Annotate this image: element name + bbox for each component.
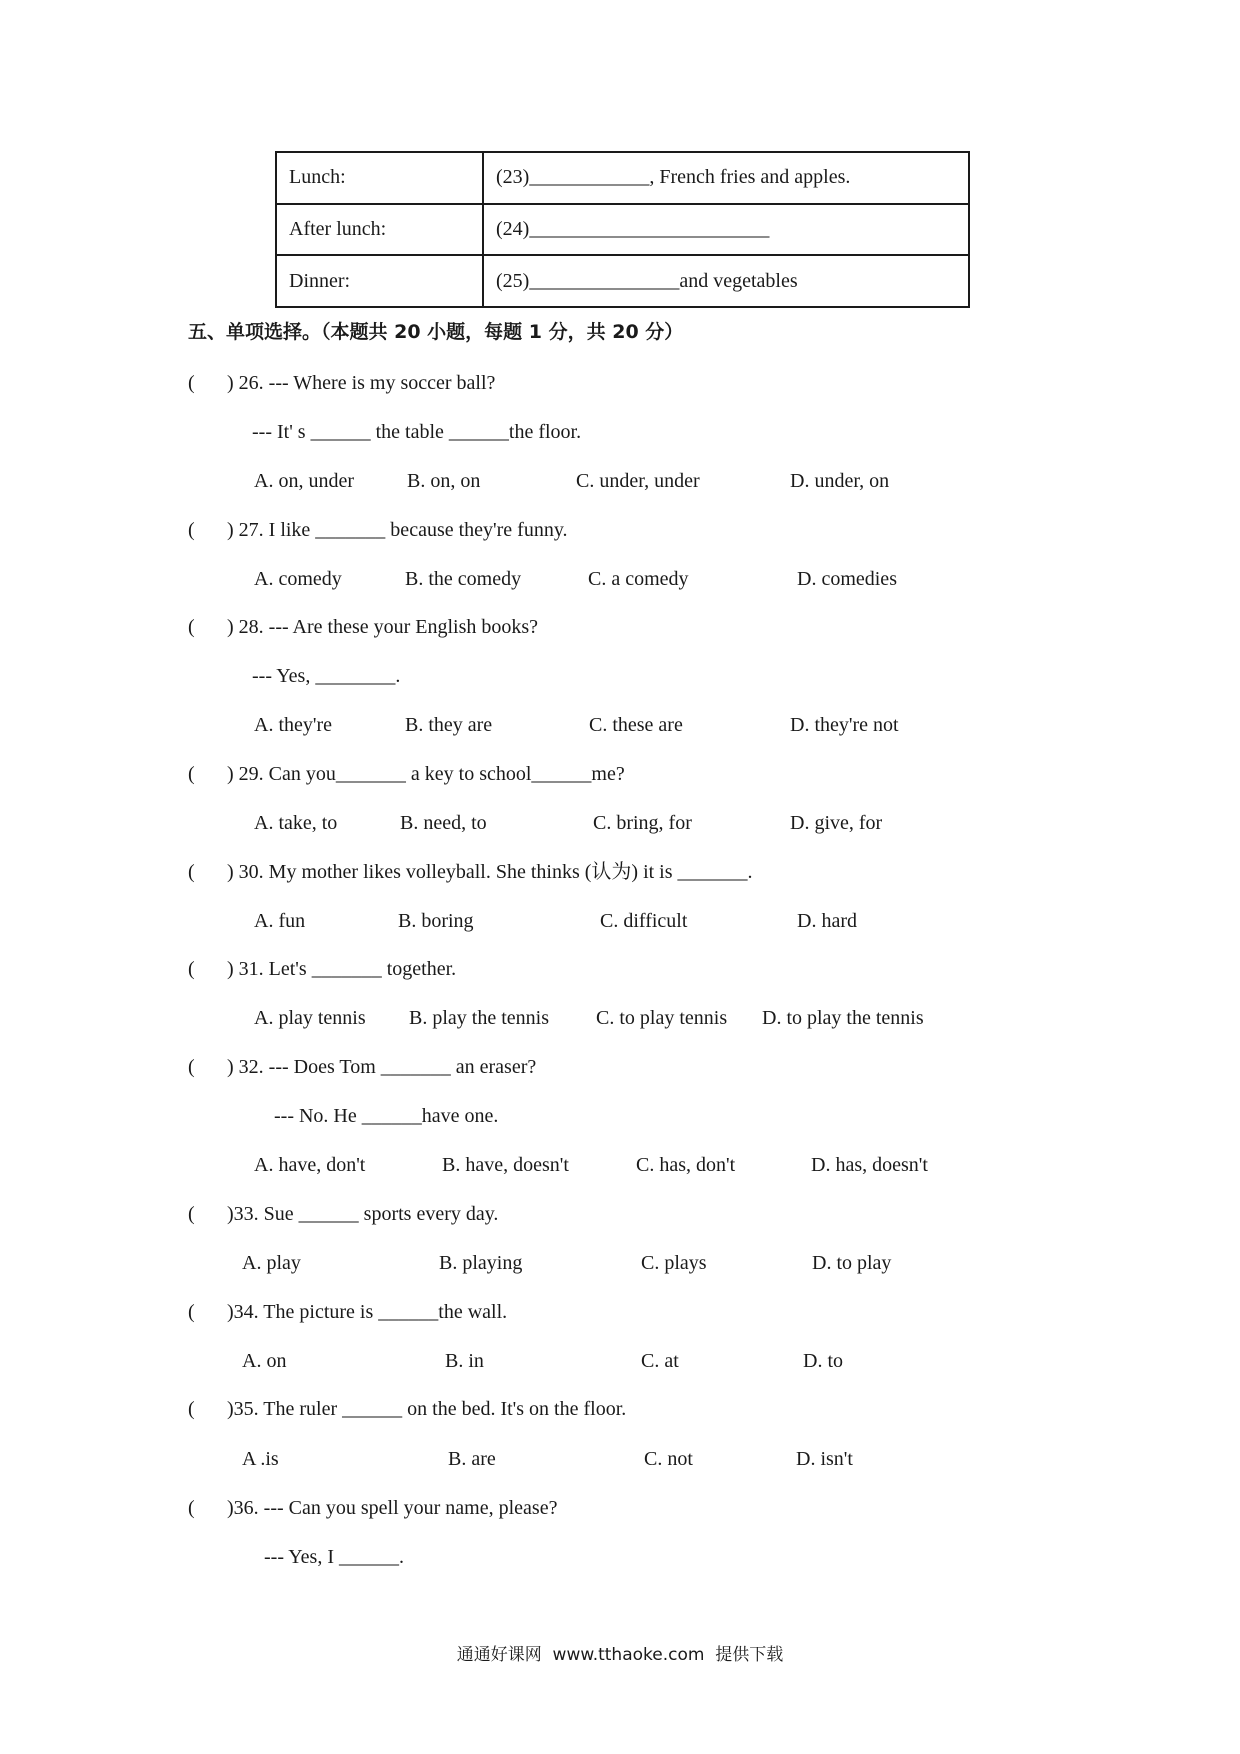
option-a: A. take, to	[254, 812, 338, 834]
question-paren: (	[188, 958, 195, 980]
option-b: B. have, doesn't	[442, 1154, 569, 1176]
option-d: D. they're not	[790, 714, 899, 736]
option-b: B. need, to	[400, 812, 487, 834]
footer-text[interactable]: 通通好课网 www.tthaoke.com 提供下载	[456, 1645, 784, 1665]
option-a: A. fun	[254, 910, 306, 932]
option-d: D. has, doesn't	[811, 1154, 928, 1176]
question-line2: --- No. He ______have one.	[274, 1105, 499, 1127]
question-stem: ) 31. Let's _______ together.	[227, 958, 457, 980]
option-d: D. to	[803, 1350, 843, 1372]
question-paren: (	[188, 1497, 195, 1519]
option-b: B. the comedy	[405, 568, 522, 590]
option-b: B. they are	[405, 714, 493, 736]
table-cell-value: (25)_______________and vegetables	[483, 255, 969, 307]
question-line2: --- Yes, ________.	[252, 665, 401, 687]
question-stem: ) 30. My mother likes volleyball. She thinks (认为) it is _______.	[227, 861, 753, 883]
option-c: C. at	[641, 1350, 679, 1372]
option-b: B. play the tennis	[409, 1007, 549, 1029]
question-line2: --- It' s ______ the table ______the floor.	[252, 421, 582, 443]
option-d: D. to play the tennis	[762, 1007, 924, 1029]
question-stem: )34. The picture is ______the wall.	[227, 1301, 508, 1323]
option-d: D. under, on	[790, 470, 890, 492]
question-paren: (	[188, 519, 195, 541]
question-paren: (	[188, 861, 195, 883]
option-b: B. boring	[398, 910, 474, 932]
option-d: D. give, for	[790, 812, 883, 834]
option-a: A. have, don't	[254, 1154, 366, 1176]
section-title: 五、单项选择。（本题共 20 小题，每题 1 分，共 20 分）	[188, 321, 684, 343]
option-a: A. play	[242, 1252, 301, 1274]
option-d: D. to play	[812, 1252, 892, 1274]
option-a: A. on, under	[254, 470, 354, 492]
table-cell-label: After lunch:	[276, 204, 483, 256]
option-a: A. play tennis	[254, 1007, 366, 1029]
question-paren: (	[188, 1056, 195, 1078]
option-c: C. these are	[589, 714, 683, 736]
option-c: C. not	[644, 1448, 693, 1470]
question-stem: )36. --- Can you spell your name, please?	[227, 1497, 558, 1519]
answer-table	[275, 151, 970, 308]
question-stem: ) 26. --- Where is my soccer ball?	[227, 372, 496, 394]
option-c: C. to play tennis	[596, 1007, 728, 1029]
table-cell-value: (24)________________________	[483, 204, 969, 256]
question-line2: --- Yes, I ______.	[264, 1546, 404, 1568]
question-paren: (	[188, 1203, 195, 1225]
question-paren: (	[188, 372, 195, 394]
table-row	[276, 152, 969, 204]
question-paren: (	[188, 1398, 195, 1420]
option-c: C. bring, for	[593, 812, 692, 834]
question-stem: )33. Sue ______ sports every day.	[227, 1203, 499, 1225]
question-stem: ) 27. I like _______ because they're funny.	[227, 519, 568, 541]
table-row	[276, 204, 969, 256]
option-c: C. under, under	[576, 470, 700, 492]
table-cell-label: Lunch:	[276, 152, 483, 204]
option-a: A. on	[242, 1350, 287, 1372]
question-stem: )35. The ruler ______ on the bed. It's on the floor.	[227, 1398, 627, 1420]
table-row	[276, 255, 969, 307]
option-a: A. they're	[254, 714, 333, 736]
option-c: C. plays	[641, 1252, 707, 1274]
option-c: C. difficult	[600, 910, 688, 932]
option-c: C. a comedy	[588, 568, 689, 590]
question-paren: (	[188, 1301, 195, 1323]
option-a: A. comedy	[254, 568, 342, 590]
question-paren: (	[188, 616, 195, 638]
option-d: D. hard	[797, 910, 857, 932]
option-d: D. isn't	[796, 1448, 853, 1470]
question-stem: ) 32. --- Does Tom _______ an eraser?	[227, 1056, 537, 1078]
option-b: B. on, on	[407, 470, 481, 492]
option-b: B. playing	[439, 1252, 523, 1274]
option-b: B. in	[445, 1350, 484, 1372]
question-stem: ) 29. Can you_______ a key to school______me?	[227, 763, 625, 785]
question-stem: ) 28. --- Are these your English books?	[227, 616, 539, 638]
option-a: A .is	[242, 1448, 279, 1470]
question-paren: (	[188, 763, 195, 785]
option-b: B. are	[448, 1448, 496, 1470]
option-d: D. comedies	[797, 568, 897, 590]
table-cell-value: (23)____________, French fries and apples.	[483, 152, 969, 204]
option-c: C. has, don't	[636, 1154, 736, 1176]
table-cell-label: Dinner:	[276, 255, 483, 307]
